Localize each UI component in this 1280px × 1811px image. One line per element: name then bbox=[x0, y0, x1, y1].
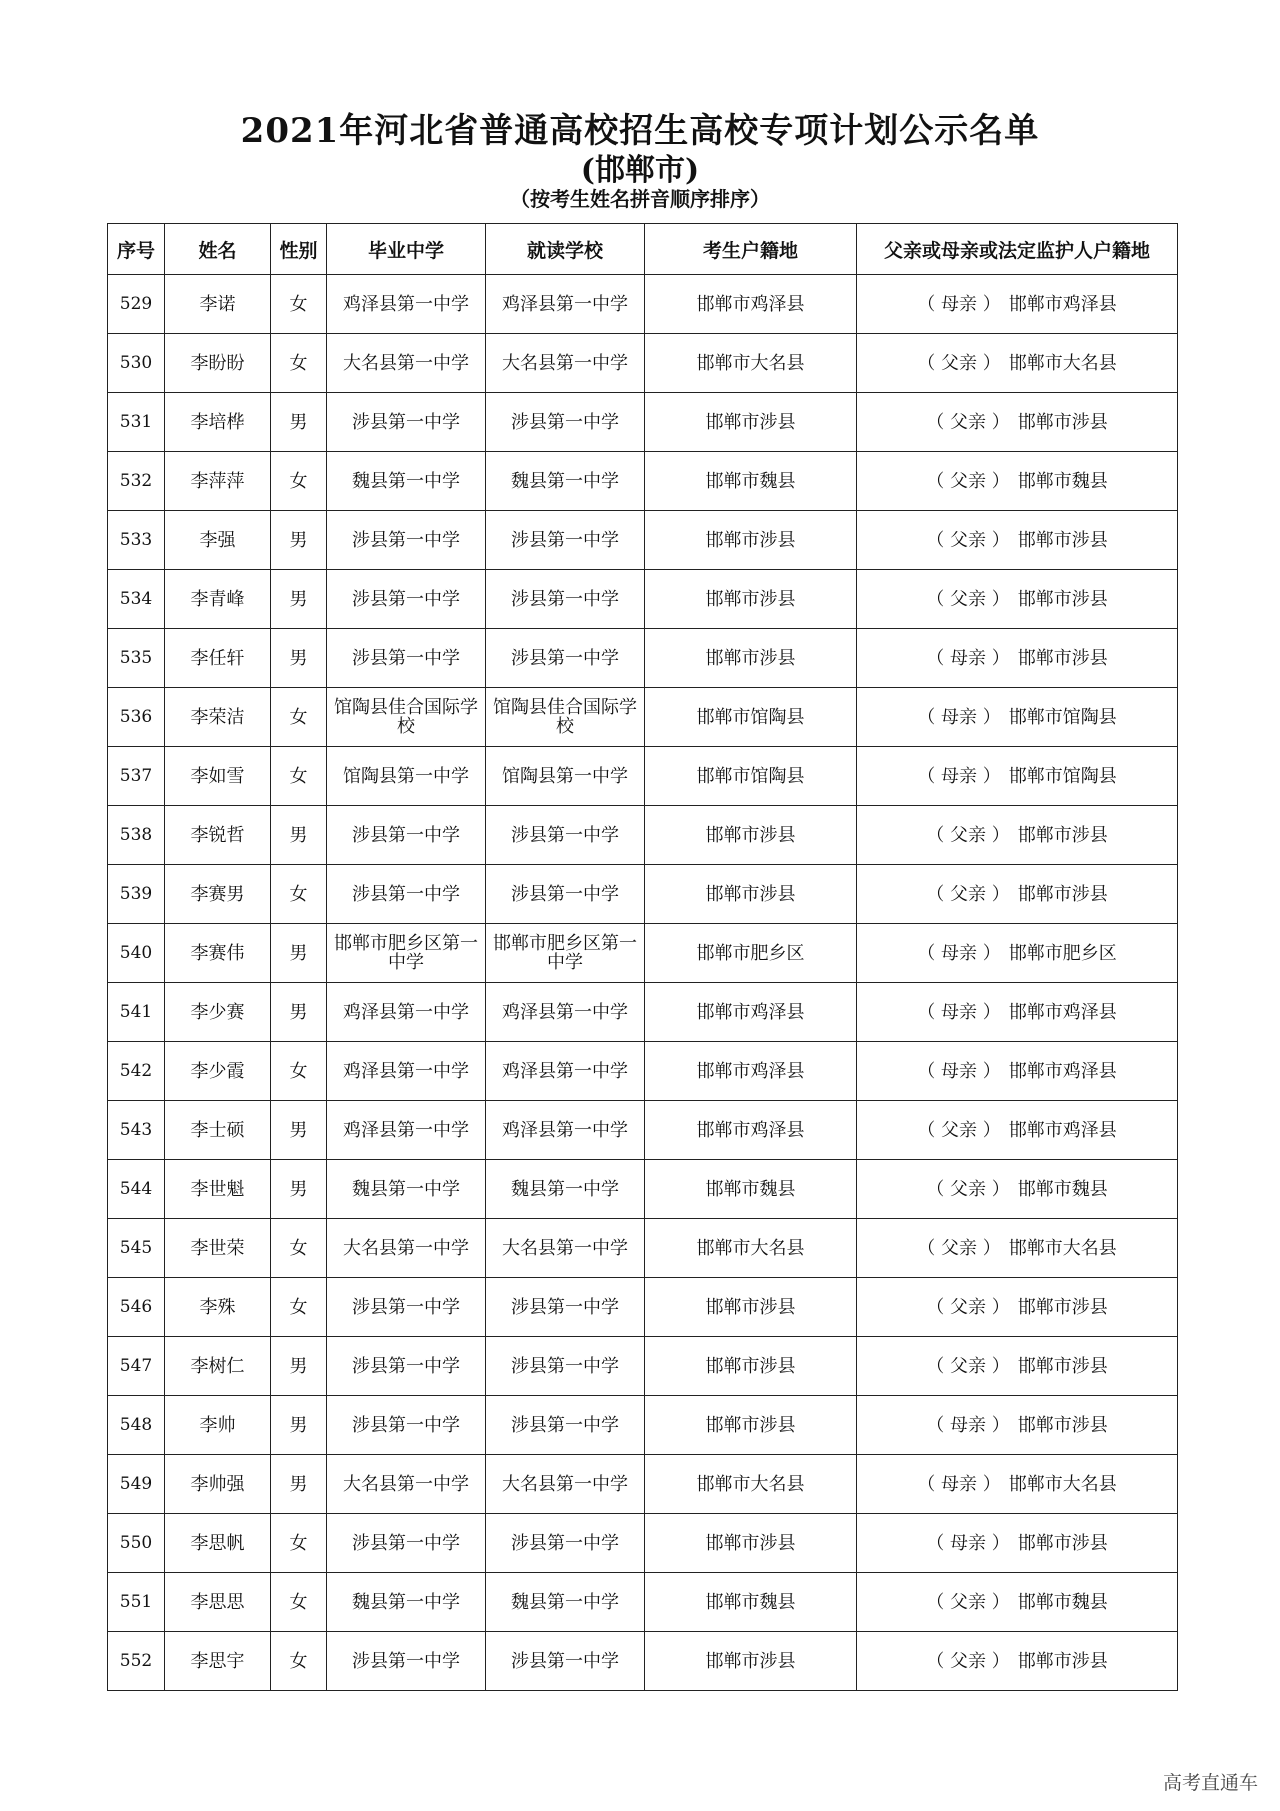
guardian-relation: （ 母亲 ） bbox=[917, 1001, 1001, 1023]
guardian-relation: （ 父亲 ） bbox=[926, 588, 1010, 610]
cell-no: 534 bbox=[108, 570, 165, 629]
guardian-relation: （ 父亲 ） bbox=[926, 824, 1010, 846]
cell-grad-school: 馆陶县第一中学 bbox=[327, 747, 486, 806]
cell-gender: 男 bbox=[271, 629, 327, 688]
cell-name: 李帅 bbox=[165, 1396, 271, 1455]
cell-grad-school: 鸡泽县第一中学 bbox=[327, 1042, 486, 1101]
cell-gender: 男 bbox=[271, 511, 327, 570]
guardian-relation: （ 母亲 ） bbox=[917, 765, 1001, 787]
cell-hukou: 邯郸市大名县 bbox=[645, 1219, 857, 1278]
cell-guardian bbox=[857, 334, 1178, 393]
cell-cur-school: 馆陶县第一中学 bbox=[486, 747, 645, 806]
cell-gender: 男 bbox=[271, 570, 327, 629]
cell-cur-school: 涉县第一中学 bbox=[486, 1514, 645, 1573]
guardian-relation: （ 父亲 ） bbox=[926, 470, 1010, 492]
cell-cur-school: 涉县第一中学 bbox=[486, 629, 645, 688]
cell-hukou: 邯郸市馆陶县 bbox=[645, 747, 857, 806]
cell-grad-school: 涉县第一中学 bbox=[327, 570, 486, 629]
cell-cur-school: 鸡泽县第一中学 bbox=[486, 983, 645, 1042]
cell-hukou: 邯郸市鸡泽县 bbox=[645, 1101, 857, 1160]
cell-name: 李世魁 bbox=[165, 1160, 271, 1219]
guardian-hukou: 邯郸市鸡泽县 bbox=[1008, 293, 1117, 315]
cell-grad-school: 鸡泽县第一中学 bbox=[327, 275, 486, 334]
guardian-relation: （ 母亲 ） bbox=[926, 1532, 1010, 1554]
guardian-hukou: 邯郸市鸡泽县 bbox=[1008, 1001, 1117, 1023]
table-row bbox=[108, 688, 1178, 747]
cell-cur-school: 涉县第一中学 bbox=[486, 570, 645, 629]
cell-no: 545 bbox=[108, 1219, 165, 1278]
cell-grad-school: 鸡泽县第一中学 bbox=[327, 983, 486, 1042]
table-row bbox=[108, 1396, 1178, 1455]
cell-guardian bbox=[857, 570, 1178, 629]
cell-name: 李锐哲 bbox=[165, 806, 271, 865]
cell-no: 530 bbox=[108, 334, 165, 393]
table-row bbox=[108, 1101, 1178, 1160]
cell-grad-school: 涉县第一中学 bbox=[327, 511, 486, 570]
guardian-relation: （ 母亲 ） bbox=[917, 942, 1001, 964]
table-row bbox=[108, 1455, 1178, 1514]
cell-grad-school: 魏县第一中学 bbox=[327, 1160, 486, 1219]
cell-gender: 女 bbox=[271, 1632, 327, 1691]
table-row bbox=[108, 1337, 1178, 1396]
cell-grad-school: 大名县第一中学 bbox=[327, 1455, 486, 1514]
cell-gender: 男 bbox=[271, 1337, 327, 1396]
cell-name: 李萍萍 bbox=[165, 452, 271, 511]
guardian-relation: （ 父亲 ） bbox=[926, 529, 1010, 551]
cell-hukou: 邯郸市魏县 bbox=[645, 1573, 857, 1632]
guardian-relation: （ 父亲 ） bbox=[917, 352, 1001, 374]
cell-grad-school: 大名县第一中学 bbox=[327, 1219, 486, 1278]
cell-guardian bbox=[857, 1573, 1178, 1632]
cell-guardian bbox=[857, 1337, 1178, 1396]
cell-no: 532 bbox=[108, 452, 165, 511]
page-subtitle: (邯郸市) bbox=[580, 153, 700, 188]
table-row bbox=[108, 1042, 1178, 1101]
cell-guardian bbox=[857, 806, 1178, 865]
cell-hukou: 邯郸市涉县 bbox=[645, 1632, 857, 1691]
header-gender: 性别 bbox=[271, 224, 327, 275]
cell-no: 535 bbox=[108, 629, 165, 688]
guardian-hukou: 邯郸市馆陶县 bbox=[1008, 765, 1117, 787]
cell-hukou: 邯郸市涉县 bbox=[645, 1278, 857, 1337]
cell-name: 李思宇 bbox=[165, 1632, 271, 1691]
cell-no: 552 bbox=[108, 1632, 165, 1691]
table-row bbox=[108, 511, 1178, 570]
guardian-hukou: 邯郸市魏县 bbox=[1017, 1591, 1108, 1613]
guardian-hukou: 邯郸市涉县 bbox=[1017, 824, 1108, 846]
cell-grad-school: 涉县第一中学 bbox=[327, 806, 486, 865]
cell-cur-school: 涉县第一中学 bbox=[486, 865, 645, 924]
guardian-hukou: 邯郸市涉县 bbox=[1017, 883, 1108, 905]
guardian-hukou: 邯郸市涉县 bbox=[1017, 647, 1108, 669]
header-cur-school: 就读学校 bbox=[486, 224, 645, 275]
header-hukou: 考生户籍地 bbox=[645, 224, 857, 275]
cell-guardian bbox=[857, 1514, 1178, 1573]
cell-gender: 女 bbox=[271, 1278, 327, 1337]
cell-cur-school: 魏县第一中学 bbox=[486, 452, 645, 511]
cell-guardian bbox=[857, 1455, 1178, 1514]
cell-hukou: 邯郸市大名县 bbox=[645, 334, 857, 393]
cell-no: 538 bbox=[108, 806, 165, 865]
cell-cur-school: 大名县第一中学 bbox=[486, 1219, 645, 1278]
cell-gender: 男 bbox=[271, 393, 327, 452]
watermark: 高考直通车 bbox=[1162, 1772, 1258, 1794]
table-row bbox=[108, 1219, 1178, 1278]
cell-guardian bbox=[857, 1278, 1178, 1337]
table-row bbox=[108, 334, 1178, 393]
cell-name: 李少赛 bbox=[165, 983, 271, 1042]
table-body bbox=[108, 275, 1178, 1691]
header-name: 姓名 bbox=[165, 224, 271, 275]
table-row bbox=[108, 806, 1178, 865]
cell-cur-school: 涉县第一中学 bbox=[486, 511, 645, 570]
cell-guardian bbox=[857, 1632, 1178, 1691]
cell-cur-school: 涉县第一中学 bbox=[486, 1278, 645, 1337]
guardian-relation: （ 父亲 ） bbox=[926, 1650, 1010, 1672]
sort-note: （按考生姓名拼音顺序排序） bbox=[510, 187, 770, 211]
table-header-row bbox=[108, 224, 1178, 275]
cell-gender: 男 bbox=[271, 1160, 327, 1219]
cell-grad-school: 魏县第一中学 bbox=[327, 452, 486, 511]
guardian-hukou: 邯郸市馆陶县 bbox=[1008, 706, 1117, 728]
cell-no: 543 bbox=[108, 1101, 165, 1160]
guardian-relation: （ 母亲 ） bbox=[917, 1060, 1001, 1082]
cell-guardian bbox=[857, 747, 1178, 806]
guardian-hukou: 邯郸市肥乡区 bbox=[1008, 942, 1117, 964]
cell-guardian bbox=[857, 452, 1178, 511]
cell-guardian bbox=[857, 924, 1178, 983]
cell-hukou: 邯郸市涉县 bbox=[645, 806, 857, 865]
cell-no: 546 bbox=[108, 1278, 165, 1337]
table-row bbox=[108, 1514, 1178, 1573]
cell-no: 550 bbox=[108, 1514, 165, 1573]
table-row bbox=[108, 452, 1178, 511]
cell-grad-school: 涉县第一中学 bbox=[327, 1514, 486, 1573]
cell-hukou: 邯郸市涉县 bbox=[645, 511, 857, 570]
cell-guardian bbox=[857, 1042, 1178, 1101]
guardian-hukou: 邯郸市涉县 bbox=[1017, 411, 1108, 433]
cell-grad-school: 馆陶县佳合国际学校 bbox=[327, 688, 486, 747]
cell-name: 李强 bbox=[165, 511, 271, 570]
cell-name: 李盼盼 bbox=[165, 334, 271, 393]
cell-cur-school: 涉县第一中学 bbox=[486, 1337, 645, 1396]
cell-gender: 女 bbox=[271, 1573, 327, 1632]
cell-cur-school: 邯郸市肥乡区第一中学 bbox=[486, 924, 645, 983]
cell-name: 李士硕 bbox=[165, 1101, 271, 1160]
cell-gender: 男 bbox=[271, 1455, 327, 1514]
table-row bbox=[108, 570, 1178, 629]
cell-guardian bbox=[857, 1101, 1178, 1160]
cell-hukou: 邯郸市鸡泽县 bbox=[645, 1042, 857, 1101]
cell-name: 李世荣 bbox=[165, 1219, 271, 1278]
cell-cur-school: 涉县第一中学 bbox=[486, 393, 645, 452]
cell-name: 李殊 bbox=[165, 1278, 271, 1337]
cell-no: 529 bbox=[108, 275, 165, 334]
cell-grad-school: 邯郸市肥乡区第一中学 bbox=[327, 924, 486, 983]
guardian-hukou: 邯郸市涉县 bbox=[1017, 1296, 1108, 1318]
cell-grad-school: 涉县第一中学 bbox=[327, 1337, 486, 1396]
guardian-relation: （ 父亲 ） bbox=[917, 1119, 1001, 1141]
cell-gender: 女 bbox=[271, 747, 327, 806]
cell-no: 549 bbox=[108, 1455, 165, 1514]
guardian-relation: （ 父亲 ） bbox=[926, 1178, 1010, 1200]
cell-name: 李任轩 bbox=[165, 629, 271, 688]
cell-cur-school: 鸡泽县第一中学 bbox=[486, 1101, 645, 1160]
cell-gender: 女 bbox=[271, 1219, 327, 1278]
cell-gender: 女 bbox=[271, 275, 327, 334]
cell-name: 李思思 bbox=[165, 1573, 271, 1632]
cell-hukou: 邯郸市涉县 bbox=[645, 570, 857, 629]
cell-hukou: 邯郸市肥乡区 bbox=[645, 924, 857, 983]
cell-grad-school: 涉县第一中学 bbox=[327, 1396, 486, 1455]
cell-name: 李青峰 bbox=[165, 570, 271, 629]
cell-no: 537 bbox=[108, 747, 165, 806]
cell-cur-school: 魏县第一中学 bbox=[486, 1573, 645, 1632]
cell-no: 539 bbox=[108, 865, 165, 924]
cell-hukou: 邯郸市涉县 bbox=[645, 865, 857, 924]
guardian-hukou: 邯郸市大名县 bbox=[1008, 1473, 1117, 1495]
cell-guardian bbox=[857, 1160, 1178, 1219]
cell-cur-school: 鸡泽县第一中学 bbox=[486, 1042, 645, 1101]
cell-hukou: 邯郸市鸡泽县 bbox=[645, 275, 857, 334]
guardian-relation: （ 母亲 ） bbox=[917, 1473, 1001, 1495]
cell-name: 李培桦 bbox=[165, 393, 271, 452]
cell-hukou: 邯郸市涉县 bbox=[645, 1396, 857, 1455]
cell-no: 540 bbox=[108, 924, 165, 983]
cell-gender: 男 bbox=[271, 1101, 327, 1160]
cell-cur-school: 涉县第一中学 bbox=[486, 1632, 645, 1691]
cell-name: 李赛男 bbox=[165, 865, 271, 924]
cell-gender: 男 bbox=[271, 1396, 327, 1455]
cell-gender: 女 bbox=[271, 1514, 327, 1573]
table-row bbox=[108, 393, 1178, 452]
table-row bbox=[108, 1573, 1178, 1632]
cell-hukou: 邯郸市大名县 bbox=[645, 1455, 857, 1514]
cell-guardian bbox=[857, 865, 1178, 924]
guardian-relation: （ 母亲 ） bbox=[917, 293, 1001, 315]
cell-gender: 女 bbox=[271, 865, 327, 924]
cell-no: 541 bbox=[108, 983, 165, 1042]
cell-grad-school: 涉县第一中学 bbox=[327, 1278, 486, 1337]
guardian-relation: （ 父亲 ） bbox=[917, 1237, 1001, 1259]
cell-cur-school: 魏县第一中学 bbox=[486, 1160, 645, 1219]
cell-gender: 女 bbox=[271, 688, 327, 747]
cell-hukou: 邯郸市涉县 bbox=[645, 393, 857, 452]
table-row bbox=[108, 924, 1178, 983]
guardian-hukou: 邯郸市涉县 bbox=[1017, 588, 1108, 610]
guardian-hukou: 邯郸市涉县 bbox=[1017, 1355, 1108, 1377]
guardian-hukou: 邯郸市大名县 bbox=[1008, 1237, 1117, 1259]
guardian-hukou: 邯郸市鸡泽县 bbox=[1008, 1119, 1117, 1141]
page-title: 2021年河北省普通高校招生高校专项计划公示名单 bbox=[240, 111, 1040, 151]
cell-guardian bbox=[857, 511, 1178, 570]
guardian-hukou: 邯郸市涉县 bbox=[1017, 529, 1108, 551]
guardian-hukou: 邯郸市涉县 bbox=[1017, 1650, 1108, 1672]
guardian-relation: （ 父亲 ） bbox=[926, 411, 1010, 433]
cell-gender: 男 bbox=[271, 924, 327, 983]
cell-name: 李荣洁 bbox=[165, 688, 271, 747]
cell-grad-school: 魏县第一中学 bbox=[327, 1573, 486, 1632]
cell-name: 李少霞 bbox=[165, 1042, 271, 1101]
guardian-hukou: 邯郸市涉县 bbox=[1017, 1414, 1108, 1436]
cell-no: 536 bbox=[108, 688, 165, 747]
guardian-relation: （ 母亲 ） bbox=[917, 706, 1001, 728]
cell-guardian bbox=[857, 393, 1178, 452]
guardian-relation: （ 父亲 ） bbox=[926, 883, 1010, 905]
cell-no: 551 bbox=[108, 1573, 165, 1632]
cell-guardian bbox=[857, 688, 1178, 747]
cell-name: 李树仁 bbox=[165, 1337, 271, 1396]
cell-cur-school: 鸡泽县第一中学 bbox=[486, 275, 645, 334]
table-row bbox=[108, 1278, 1178, 1337]
cell-hukou: 邯郸市魏县 bbox=[645, 452, 857, 511]
cell-guardian bbox=[857, 1396, 1178, 1455]
roster-table bbox=[107, 223, 1178, 1691]
cell-name: 李帅强 bbox=[165, 1455, 271, 1514]
cell-guardian bbox=[857, 1219, 1178, 1278]
table-row bbox=[108, 1160, 1178, 1219]
cell-gender: 男 bbox=[271, 983, 327, 1042]
cell-gender: 女 bbox=[271, 452, 327, 511]
cell-hukou: 邯郸市涉县 bbox=[645, 1337, 857, 1396]
guardian-relation: （ 父亲 ） bbox=[926, 1591, 1010, 1613]
cell-name: 李如雪 bbox=[165, 747, 271, 806]
cell-no: 548 bbox=[108, 1396, 165, 1455]
guardian-hukou: 邯郸市魏县 bbox=[1017, 470, 1108, 492]
guardian-relation: （ 父亲 ） bbox=[926, 1355, 1010, 1377]
cell-gender: 女 bbox=[271, 1042, 327, 1101]
header-grad-school: 毕业中学 bbox=[327, 224, 486, 275]
cell-cur-school: 涉县第一中学 bbox=[486, 1396, 645, 1455]
cell-name: 李思帆 bbox=[165, 1514, 271, 1573]
cell-guardian bbox=[857, 629, 1178, 688]
cell-hukou: 邯郸市涉县 bbox=[645, 629, 857, 688]
cell-no: 544 bbox=[108, 1160, 165, 1219]
cell-grad-school: 涉县第一中学 bbox=[327, 1632, 486, 1691]
cell-guardian bbox=[857, 275, 1178, 334]
guardian-hukou: 邯郸市魏县 bbox=[1017, 1178, 1108, 1200]
cell-guardian bbox=[857, 983, 1178, 1042]
cell-cur-school: 大名县第一中学 bbox=[486, 334, 645, 393]
cell-cur-school: 大名县第一中学 bbox=[486, 1455, 645, 1514]
guardian-relation: （ 母亲 ） bbox=[926, 647, 1010, 669]
table-row bbox=[108, 275, 1178, 334]
cell-grad-school: 涉县第一中学 bbox=[327, 629, 486, 688]
table-row bbox=[108, 747, 1178, 806]
cell-hukou: 邯郸市魏县 bbox=[645, 1160, 857, 1219]
cell-no: 547 bbox=[108, 1337, 165, 1396]
table-row bbox=[108, 1632, 1178, 1691]
header-guardian-hukou: 父亲或母亲或法定监护人户籍地 bbox=[857, 224, 1178, 275]
cell-gender: 女 bbox=[271, 334, 327, 393]
cell-name: 李诺 bbox=[165, 275, 271, 334]
guardian-hukou: 邯郸市大名县 bbox=[1008, 352, 1117, 374]
cell-grad-school: 涉县第一中学 bbox=[327, 865, 486, 924]
cell-hukou: 邯郸市涉县 bbox=[645, 1514, 857, 1573]
guardian-relation: （ 父亲 ） bbox=[926, 1296, 1010, 1318]
cell-no: 531 bbox=[108, 393, 165, 452]
cell-hukou: 邯郸市鸡泽县 bbox=[645, 983, 857, 1042]
cell-no: 542 bbox=[108, 1042, 165, 1101]
cell-grad-school: 涉县第一中学 bbox=[327, 393, 486, 452]
cell-name: 李赛伟 bbox=[165, 924, 271, 983]
cell-no: 533 bbox=[108, 511, 165, 570]
cell-grad-school: 鸡泽县第一中学 bbox=[327, 1101, 486, 1160]
table-row bbox=[108, 983, 1178, 1042]
guardian-hukou: 邯郸市鸡泽县 bbox=[1008, 1060, 1117, 1082]
cell-hukou: 邯郸市馆陶县 bbox=[645, 688, 857, 747]
header-no: 序号 bbox=[108, 224, 165, 275]
table-row bbox=[108, 629, 1178, 688]
guardian-relation: （ 母亲 ） bbox=[926, 1414, 1010, 1436]
cell-grad-school: 大名县第一中学 bbox=[327, 334, 486, 393]
cell-cur-school: 馆陶县佳合国际学校 bbox=[486, 688, 645, 747]
guardian-hukou: 邯郸市涉县 bbox=[1017, 1532, 1108, 1554]
cell-cur-school: 涉县第一中学 bbox=[486, 806, 645, 865]
table-row bbox=[108, 865, 1178, 924]
cell-gender: 男 bbox=[271, 806, 327, 865]
